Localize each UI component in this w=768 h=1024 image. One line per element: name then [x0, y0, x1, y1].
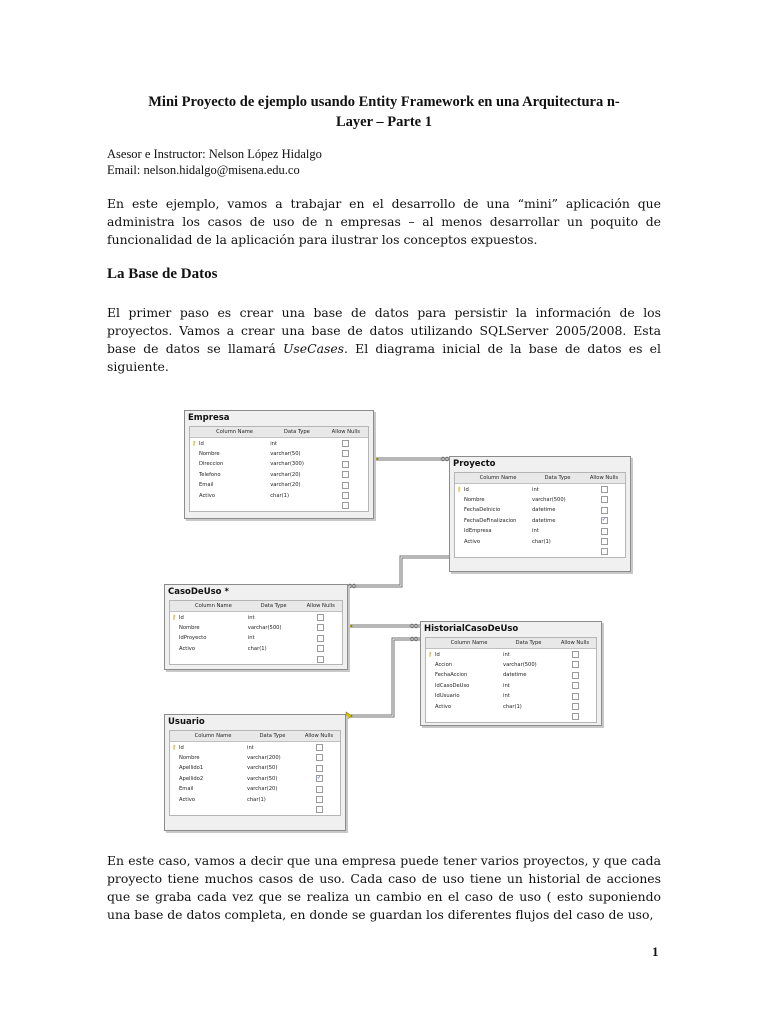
allow-nulls-checkbox[interactable]: [342, 492, 349, 499]
grid-header-row: [170, 731, 340, 742]
column-name: Id: [179, 744, 184, 751]
column-row[interactable]: [190, 459, 368, 469]
column-data-type: varchar(500): [503, 661, 537, 668]
allow-nulls-cell: [298, 806, 340, 813]
column-name: Activo: [435, 703, 452, 710]
allow-nulls-checkbox[interactable]: [317, 614, 324, 621]
column-name: IdProyecto: [179, 635, 207, 642]
allow-nulls-cell: [324, 461, 368, 468]
header-column-name: Column Name: [479, 475, 517, 482]
database-paragraph-after: . El diagrama inicial de la base de datos es el siguiente.: [107, 341, 661, 374]
empty-column-row[interactable]: [170, 654, 342, 664]
header-allow-nulls: Allow Nulls: [560, 640, 590, 647]
page-number: 1: [652, 944, 659, 959]
allow-nulls-checkbox[interactable]: [601, 507, 608, 514]
primary-key-icon: ⚷: [171, 744, 177, 752]
allow-nulls-cell: [554, 713, 596, 720]
column-data-type: int: [532, 486, 539, 493]
allow-nulls-cell: [583, 517, 625, 524]
column-name: Activo: [464, 538, 481, 545]
relation-usuario-historial: [346, 638, 421, 715]
allow-nulls-checkbox[interactable]: [601, 528, 608, 535]
column-row[interactable]: [455, 516, 625, 526]
allow-nulls-checkbox[interactable]: [572, 693, 579, 700]
column-name: Nombre: [464, 496, 485, 503]
column-row[interactable]: [426, 681, 596, 691]
column-name: FechaDeFinalizacion: [464, 517, 517, 524]
allow-nulls-cell: [583, 548, 625, 555]
allow-nulls-cell: [554, 703, 596, 710]
allow-nulls-cell: [583, 496, 625, 503]
allow-nulls-cell: [324, 482, 368, 489]
allow-nulls-cell: [583, 538, 625, 545]
allow-nulls-cell: [299, 624, 342, 631]
allow-nulls-checkbox[interactable]: [572, 661, 579, 668]
allow-nulls-cell: [299, 635, 342, 642]
allow-nulls-checkbox[interactable]: [342, 471, 349, 478]
grid-header-row: [426, 638, 596, 649]
allow-nulls-cell: [554, 661, 596, 668]
allow-nulls-cell: [324, 502, 368, 509]
allow-nulls-cell: [298, 765, 340, 772]
table-proyecto[interactable]: [449, 456, 631, 572]
allow-nulls-checkbox[interactable]: [342, 461, 349, 468]
column-row[interactable]: [190, 490, 368, 500]
allow-nulls-checkbox[interactable]: [342, 482, 349, 489]
column-data-type: int: [270, 440, 277, 447]
column-data-type: datetime: [503, 672, 527, 679]
closing-paragraph: En este caso, vamos a decir que una empresa puede tener varios proyectos, y que cada proyecto tiene muchos casos de uso. Cada caso de uso tiene un historial de acciones que se graba cada vez que se realiza un cambio en el caso de uso ( esto suponiendo una base de datos completa, en donde se guardan los diferentes flujos del caso de uso,: [107, 853, 661, 922]
primary-key-icon: ⚷: [171, 614, 177, 622]
column-name: Activo: [179, 796, 196, 803]
column-row[interactable]: [170, 612, 342, 622]
allow-nulls-checkbox[interactable]: ✓: [601, 517, 607, 524]
allow-nulls-checkbox[interactable]: [572, 682, 579, 689]
table-title: Empresa: [188, 413, 230, 423]
allow-nulls-cell: [583, 528, 625, 535]
allow-nulls-checkbox[interactable]: [316, 765, 323, 772]
document-title-line-2: Layer – Parte 1: [336, 114, 432, 130]
header-column-name: Column Name: [450, 640, 488, 647]
grid-header-row: [455, 473, 625, 484]
relation-proyecto-casodeuso: [346, 556, 452, 585]
allow-nulls-cell: [298, 754, 340, 761]
key-end-marker: [346, 712, 352, 720]
column-row[interactable]: [170, 763, 340, 773]
column-data-type: varchar(300): [270, 461, 304, 468]
header-data-type: Data Type: [260, 603, 287, 610]
column-row[interactable]: [426, 660, 596, 670]
column-row[interactable]: [426, 701, 596, 711]
column-row[interactable]: [170, 644, 342, 654]
primary-key-icon: ⚷: [191, 440, 197, 448]
primary-key-icon: ⚷: [456, 486, 462, 494]
column-name: Nombre: [199, 450, 220, 457]
column-name: FechaDeInicio: [464, 507, 501, 514]
column-data-type: varchar(20): [270, 471, 301, 478]
allow-nulls-checkbox[interactable]: [316, 744, 323, 751]
empty-column-row[interactable]: [170, 805, 340, 815]
allow-nulls-cell: [324, 471, 368, 478]
column-row[interactable]: [455, 526, 625, 536]
table-title: CasoDeUso *: [168, 587, 229, 597]
column-data-type: int: [247, 614, 255, 621]
allow-nulls-cell: [298, 796, 340, 803]
columns-grid: [169, 600, 343, 665]
column-name: IdUsuario: [435, 693, 460, 700]
allow-nulls-checkbox[interactable]: [572, 703, 579, 710]
allow-nulls-checkbox[interactable]: [316, 796, 323, 803]
allow-nulls-checkbox[interactable]: [317, 656, 324, 663]
column-name: Activo: [199, 492, 216, 499]
column-row[interactable]: [426, 691, 596, 701]
column-data-type: varchar(50): [247, 775, 278, 782]
column-row[interactable]: [455, 536, 625, 546]
allow-nulls-cell: [583, 486, 625, 493]
allow-nulls-cell: [299, 614, 342, 621]
column-name: Id: [464, 486, 469, 493]
header-data-type: Data Type: [515, 640, 542, 647]
column-data-type: varchar(20): [247, 786, 278, 793]
allow-nulls-checkbox[interactable]: [316, 806, 323, 813]
allow-nulls-cell: [554, 693, 596, 700]
allow-nulls-checkbox[interactable]: [316, 786, 323, 793]
author-line: Asesor e Instructor: Nelson López Hidalgo: [107, 147, 322, 161]
column-data-type: int: [532, 528, 539, 535]
allow-nulls-checkbox[interactable]: [342, 502, 349, 509]
allow-nulls-cell: [298, 775, 340, 782]
column-row[interactable]: [455, 505, 625, 515]
column-name: Direccion: [199, 461, 224, 468]
allow-nulls-cell: [324, 492, 368, 499]
header-allow-nulls: Allow Nulls: [306, 603, 335, 610]
column-row[interactable]: [455, 484, 625, 494]
column-row[interactable]: [190, 480, 368, 490]
column-name: Apellido2: [179, 775, 204, 782]
column-name: Telefono: [199, 471, 221, 478]
allow-nulls-checkbox[interactable]: [342, 440, 349, 447]
allow-nulls-cell: [298, 786, 340, 793]
header-allow-nulls: Allow Nulls: [304, 733, 334, 740]
column-name: Nombre: [179, 624, 200, 631]
column-data-type: varchar(20): [270, 482, 301, 489]
column-row[interactable]: [170, 633, 342, 643]
primary-key-icon: ⚷: [427, 651, 433, 659]
allow-nulls-cell: [324, 450, 368, 457]
column-data-type: int: [503, 693, 510, 700]
allow-nulls-cell: [298, 744, 340, 751]
allow-nulls-cell: [299, 656, 342, 663]
document-title-line-1: Mini Proyecto de ejemplo usando Entity Framework en una Arquitectura n-: [148, 94, 620, 110]
database-paragraph-before: El primer paso es crear una base de datos para persistir la información de los proyectos. Vamos a crear una base de datos utilizando SQLServer 2005/2008. Esta base de datos se llamará: [107, 305, 661, 356]
column-row[interactable]: [170, 774, 340, 784]
column-name: Activo: [179, 645, 196, 652]
allow-nulls-checkbox[interactable]: [601, 496, 608, 503]
allow-nulls-cell: [554, 682, 596, 689]
column-name: Id: [179, 614, 184, 621]
column-data-type: varchar(50): [270, 450, 301, 457]
column-data-type: int: [247, 744, 254, 751]
column-data-type: int: [503, 682, 510, 689]
header-data-type: Data Type: [283, 429, 310, 436]
column-data-type: datetime: [532, 507, 556, 514]
header-column-name: Column Name: [194, 733, 232, 740]
column-row[interactable]: [170, 784, 340, 794]
column-row[interactable]: [426, 649, 596, 659]
header-data-type: Data Type: [544, 475, 571, 482]
column-data-type: datetime: [532, 517, 556, 524]
column-data-type: char(1): [247, 645, 267, 652]
column-row[interactable]: [455, 495, 625, 505]
empty-column-row[interactable]: [190, 501, 368, 511]
allow-nulls-checkbox[interactable]: [601, 548, 608, 555]
column-name: Id: [199, 440, 204, 447]
allow-nulls-checkbox[interactable]: ✓: [316, 775, 322, 782]
column-name: IdEmpresa: [464, 528, 492, 535]
column-data-type: char(1): [532, 538, 551, 545]
column-row[interactable]: [170, 623, 342, 633]
column-row[interactable]: [190, 438, 368, 448]
columns-grid: [425, 637, 597, 723]
table-title: Usuario: [168, 717, 205, 727]
column-row[interactable]: [190, 470, 368, 480]
column-data-type: int: [503, 651, 510, 658]
table-historialcasodeuso[interactable]: [420, 621, 602, 726]
column-name: Apellido1: [179, 765, 204, 772]
column-name: Nombre: [179, 754, 200, 761]
allow-nulls-checkbox[interactable]: [317, 635, 324, 642]
allow-nulls-checkbox[interactable]: [601, 486, 608, 493]
column-row[interactable]: [190, 449, 368, 459]
intro-paragraph: En este ejemplo, vamos a trabajar en el desarrollo de una “mini” aplicación que administra los casos de uso de n empresas – al menos desarrollar un poquito de funcionalidad de la aplicación para ilustrar los conceptos expuestos.: [107, 196, 661, 247]
column-data-type: char(1): [270, 492, 289, 499]
header-allow-nulls: Allow Nulls: [589, 475, 619, 482]
column-name: FechaAccion: [435, 672, 468, 679]
allow-nulls-cell: [554, 672, 596, 679]
column-name: IdCasoDeUso: [435, 682, 470, 689]
allow-nulls-checkbox[interactable]: [317, 624, 324, 631]
header-column-name: Column Name: [194, 603, 232, 610]
column-data-type: int: [247, 635, 255, 642]
column-data-type: varchar(500): [532, 496, 566, 503]
table-title: Proyecto: [453, 459, 496, 469]
empty-column-row[interactable]: [426, 712, 596, 722]
column-row[interactable]: [170, 794, 340, 804]
columns-grid: [169, 730, 341, 816]
allow-nulls-cell: [299, 645, 342, 652]
column-row[interactable]: [170, 742, 340, 752]
table-casodeuso[interactable]: [164, 584, 348, 670]
header-column-name: Column Name: [216, 429, 253, 436]
columns-grid: [189, 426, 369, 512]
allow-nulls-checkbox[interactable]: [572, 672, 579, 679]
database-name: UseCases: [282, 341, 345, 356]
header-data-type: Data Type: [259, 733, 286, 740]
allow-nulls-checkbox[interactable]: [572, 713, 579, 720]
column-name: Id: [435, 651, 440, 658]
allow-nulls-cell: [554, 651, 596, 658]
allow-nulls-cell: [324, 440, 368, 447]
allow-nulls-checkbox[interactable]: [316, 754, 323, 761]
table-title: HistorialCasoDeUso: [424, 624, 519, 634]
column-name: Email: [199, 482, 214, 489]
grid-header-row: [190, 427, 368, 438]
allow-nulls-checkbox[interactable]: [342, 450, 349, 457]
columns-grid: [454, 472, 626, 558]
column-data-type: char(1): [503, 703, 522, 710]
table-empresa[interactable]: [184, 410, 374, 519]
column-row[interactable]: [170, 753, 340, 763]
allow-nulls-cell: [583, 507, 625, 514]
table-usuario[interactable]: [164, 714, 346, 831]
email-line: Email: nelson.hidalgo@misena.edu.co: [107, 163, 300, 177]
column-data-type: varchar(50): [247, 765, 278, 772]
grid-header-row: [170, 601, 342, 612]
allow-nulls-checkbox[interactable]: [601, 538, 608, 545]
section-heading: La Base de Datos: [107, 266, 218, 282]
column-name: Accion: [435, 661, 453, 668]
column-row[interactable]: [426, 670, 596, 680]
column-name: Email: [179, 786, 194, 793]
allow-nulls-checkbox[interactable]: [572, 651, 579, 658]
header-allow-nulls: Allow Nulls: [331, 429, 360, 436]
column-data-type: varchar(200): [247, 754, 281, 761]
column-data-type: varchar(500): [247, 624, 282, 631]
empty-column-row[interactable]: [455, 547, 625, 557]
column-data-type: char(1): [247, 796, 266, 803]
allow-nulls-checkbox[interactable]: [317, 645, 324, 652]
